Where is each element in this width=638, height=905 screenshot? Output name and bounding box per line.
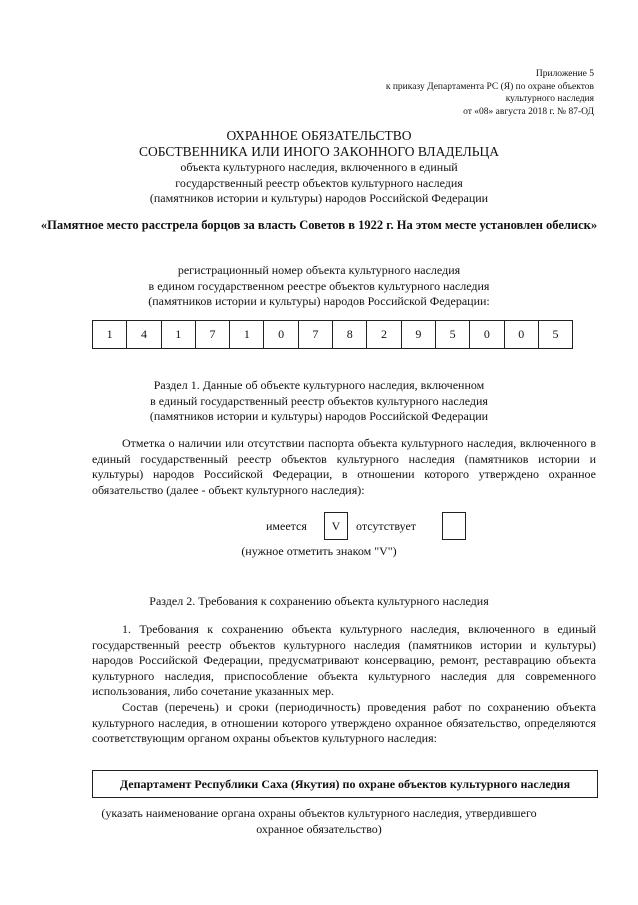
department-hint-line1: (указать наименование органа охраны объектов культурного наследия, утвердившего: [101, 806, 537, 820]
document-title-line1: ОХРАННОЕ ОБЯЗАТЕЛЬСТВО: [226, 128, 412, 143]
object-name: «Памятное место расстрела борцов за власть Советов в 1922 г. На этом месте установлен обелиск»: [40, 218, 598, 232]
document-title: [40, 128, 598, 159]
reg-digit-cell: 0: [470, 321, 504, 349]
has-passport-label: имеется: [266, 519, 307, 533]
reg-digit-cell: 5: [435, 321, 469, 349]
document-subtitle: [40, 160, 598, 207]
reg-digit-cell: 4: [127, 321, 161, 349]
document-subtitle-line3: (памятников истории и культуры) народов Российской Федерации: [149, 191, 489, 205]
document-subtitle-line1: объекта культурного наследия, включенного в единый: [180, 160, 458, 174]
no-passport-label: отсутствует: [356, 519, 417, 533]
reg-digit-cell: 9: [401, 321, 435, 349]
registration-caption: [40, 263, 598, 310]
reg-digit-cell: 0: [264, 321, 298, 349]
passport-note: Отметка о наличии или отсутствии паспорта объекта культурного наследия, включенного в единый государственный реестр объектов культурного наследия (памятников истории и культуры) народов Российской Федерации, в отношении которого утверждено охранное обязательство (далее - объект культурного наследия):: [92, 436, 596, 497]
section2-heading: Раздел 2. Требования к сохранению объекта культурного наследия: [149, 594, 489, 608]
document-title-line2: СОБСТВЕННИКА ИЛИ ИНОГО ЗАКОННОГО ВЛАДЕЛЬЦА: [138, 143, 499, 159]
appendix-header: [386, 68, 594, 118]
section1-heading: [40, 378, 598, 425]
registration-number-table: [92, 320, 573, 349]
reg-digit-cell: 2: [367, 321, 401, 349]
section1-heading-line3: (памятников истории и культуры) народов Российской Федерации: [149, 409, 489, 423]
reg-digit-cell: 7: [195, 321, 229, 349]
requirements-paragraph-2: Состав (перечень) и сроки (периодичность) проведения работ по сохранению объекта культурного наследия, в отношении которого утверждено охранное обязательство, определяются соответствующим органом охраны объектов культурного наследия:: [92, 700, 596, 745]
reg-digit-cell: 7: [298, 321, 332, 349]
mark-hint: (нужное отметить знаком "V"): [241, 544, 397, 558]
no-passport-checkbox[interactable]: [442, 512, 466, 540]
appendix-number: Приложение 5: [535, 69, 594, 79]
registration-caption-line3: (памятников истории и культуры) народов Российской Федерации:: [148, 294, 490, 308]
department-hint: [40, 806, 598, 837]
appendix-order-ref: к приказу Департамента РС (Я) по охране объектов: [385, 81, 594, 92]
has-passport-checkbox[interactable]: V: [324, 512, 348, 540]
registration-caption-line2: в едином государственном реестре объектов культурного наследия: [148, 278, 490, 293]
reg-digit-cell: 1: [161, 321, 195, 349]
requirements-paragraph-1: 1. Требования к сохранению объекта культурного наследия, включенного в единый государственный реестр объектов культурного наследия (памятников истории и культуры) народов Российской Федерации, предусматривают консервацию, ремонт, реставрацию объекта культурного наследия, приспособление объекта культурного наследия для современного использования, либо сочетание указанных мер.: [92, 622, 596, 698]
registration-caption-line1: регистрационный номер объекта культурного наследия: [177, 263, 461, 277]
section1-heading-line2: в единый государственный реестр объектов культурного наследия: [150, 393, 488, 408]
reg-digit-cell: 0: [504, 321, 538, 349]
appendix-order-date: от «08» августа 2018 г. № 87-ОД: [463, 106, 594, 117]
department-hint-line2: охранное обязательство): [256, 821, 382, 836]
department-name-box: Департамент Республики Саха (Якутия) по охране объектов культурного наследия: [92, 770, 598, 798]
reg-digit-cell: 1: [93, 321, 127, 349]
reg-digit-cell: 5: [538, 321, 572, 349]
section1-heading-line1: Раздел 1. Данные об объекте культурного наследия, включенном: [153, 378, 485, 392]
appendix-order-ref-cont: культурного наследия: [505, 94, 594, 104]
document-subtitle-line2: государственный реестр объектов культурного наследия: [175, 175, 463, 190]
reg-digit-cell: 1: [230, 321, 264, 349]
reg-digit-cell: 8: [333, 321, 367, 349]
